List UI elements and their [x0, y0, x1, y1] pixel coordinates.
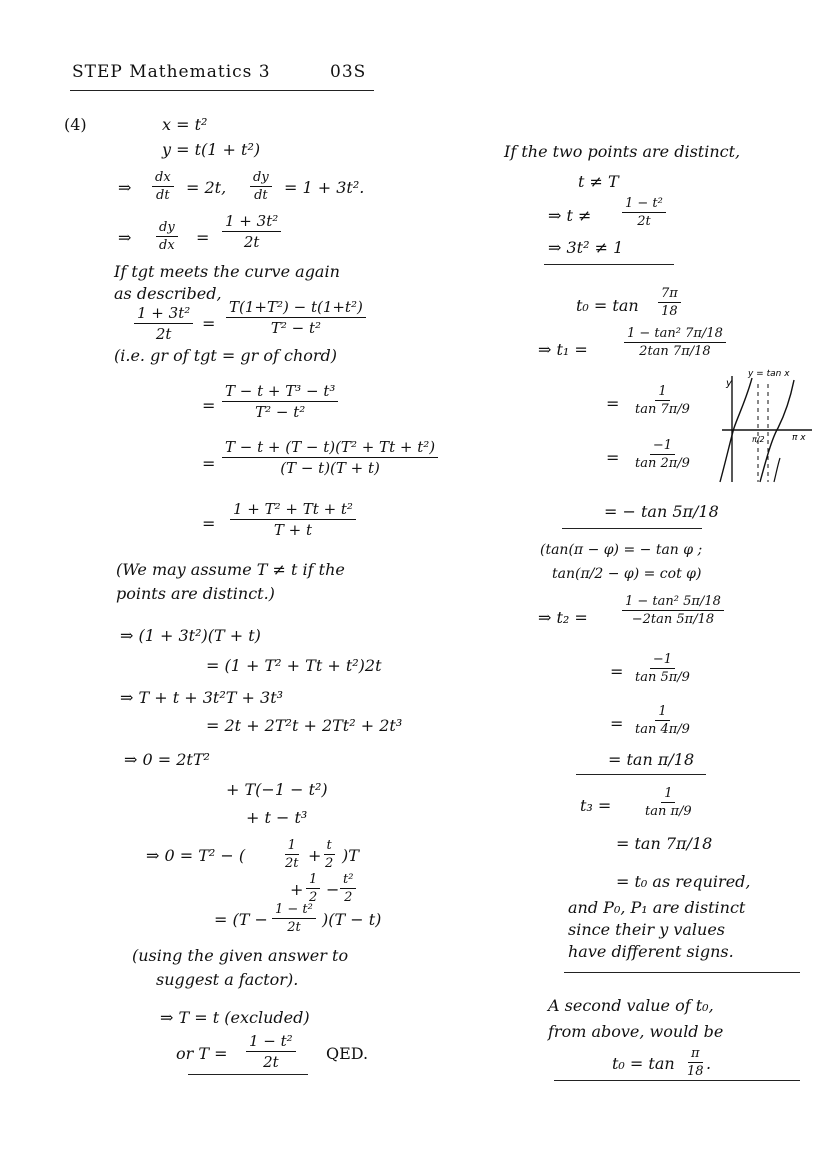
- fraction: $\frac{t}{2}$: [325, 838, 334, 871]
- equation-line: ⇒ t ≠: [548, 206, 592, 225]
- implies-arrow: ⇒: [118, 228, 132, 247]
- curve-label: y = tan x: [748, 369, 790, 379]
- full-stop: .: [706, 1054, 712, 1073]
- divider: [564, 972, 800, 973]
- t3-fraction: $\frac{1}{\text{tan π/9}}$: [645, 786, 692, 819]
- dxdt-fraction: $\frac{dx}{dt}$: [152, 170, 174, 203]
- equation-line: )T: [342, 846, 359, 865]
- minus: −: [326, 880, 340, 899]
- t0-prefix: t₀ = tan: [612, 1054, 675, 1073]
- equals: =: [202, 396, 216, 415]
- plus: +: [308, 846, 322, 865]
- divider: [188, 1074, 308, 1075]
- fraction: $\frac{\text{1 − t²}}{2t}$: [622, 196, 666, 229]
- fraction: $\frac{1}{2}$: [306, 872, 320, 905]
- fraction: $\frac{1}{\tan 4\pi/9}$: [635, 704, 690, 737]
- step-fraction: $\frac{\text{T − t + T³ − t³}}{\text{T² − t²}}$: [222, 382, 338, 421]
- equals: =: [606, 394, 620, 413]
- equation-line: = tan π/18: [608, 750, 695, 769]
- equals: =: [606, 448, 620, 467]
- fraction: $\frac{1}{2t}$: [285, 838, 299, 871]
- fraction: $\frac{\text{t²}}{2}$: [340, 872, 356, 905]
- x-tick-label: π/2: [752, 435, 765, 444]
- paper-code: 03S: [330, 62, 367, 82]
- t3-prefix: t₃ =: [580, 796, 612, 815]
- t0-prefix: t₀ = tan: [576, 296, 639, 315]
- question-number: (4): [64, 115, 87, 134]
- equation-line: ⇒ 0 = T² − (: [146, 846, 246, 865]
- equation-line: ⇒ (1 + 3t²)(T + t): [120, 626, 261, 645]
- equals: =: [610, 714, 624, 733]
- equation-line: = 2t + 2T²t + 2Tt² + 2t³: [206, 716, 403, 735]
- divider: [562, 528, 702, 529]
- text-line: (i.e. gr of tgt = gr of chord): [114, 346, 338, 365]
- text-line: since their y values: [568, 920, 726, 939]
- equals: =: [202, 514, 216, 533]
- equation-line: )(T − t): [322, 910, 382, 929]
- result-line: ⇒ T = t (excluded): [160, 1008, 310, 1027]
- dydt-value: = 1 + 3t².: [284, 178, 365, 197]
- equals: =: [202, 314, 216, 333]
- gradient-fraction: $\frac{\text{1 + 3t²}}{2t}$: [222, 212, 281, 251]
- dydx-fraction: $\frac{dy}{dx}$: [156, 220, 178, 253]
- step-fraction: $\frac{\text{1 + T² + Tt + t²}}{T + t}$: [230, 500, 356, 539]
- text-line: suggest a factor).: [156, 970, 299, 989]
- chord-gradient-fraction: $\frac{\text{T(1+T²) − t(1+t²)}}{\text{T² − t²}}$: [226, 298, 366, 337]
- text-line: If tgt meets the curve again: [114, 262, 340, 281]
- identity-line: (tan(π − φ) = − tan φ ;: [540, 542, 703, 558]
- tan-curve-branch: [760, 380, 794, 482]
- y-equation: y = t(1 + t²): [162, 140, 261, 159]
- equation-line: = tan 7π/18: [616, 834, 713, 853]
- t0-fraction: $\frac{\pi}{18}$: [687, 1046, 704, 1079]
- divider: [554, 1080, 800, 1081]
- equation-line: ⇒ 3t² ≠ 1: [548, 238, 624, 257]
- text-line: and P₀, P₁ are distinct: [568, 898, 746, 917]
- t2-fraction: $\frac{\text{1 − tan² 5π/18}}{-2\tan 5\pi/18}$: [622, 594, 724, 627]
- text-line: points are distinct.): [116, 584, 275, 603]
- text-line: have different signs.: [568, 942, 734, 961]
- tan-graph: [712, 364, 816, 488]
- text-line: (using the given answer to: [132, 946, 349, 965]
- t2-prefix: ⇒ t₂ =: [538, 608, 588, 627]
- fraction: $\frac{-1}{\tan 2\pi/9}$: [635, 438, 690, 471]
- fraction: $\frac{\text{1 − t²}}{2t}$: [272, 902, 316, 935]
- t0-fraction: $\frac{7\pi}{18}$: [658, 286, 681, 319]
- identity-line: tan(π/2 − φ) = cot φ): [552, 566, 702, 582]
- step-fraction: $\frac{\text{T − t + (T − t)(T² + Tt + t²)}}{(T - t)(T + t)}$: [222, 438, 438, 477]
- equation-line: = − tan 5π/18: [604, 502, 719, 521]
- x-equation: x = t²: [162, 115, 208, 134]
- text-line: (We may assume T ≠ t if the: [116, 560, 345, 579]
- equation-line: = (1 + T² + Tt + t²)2t: [206, 656, 382, 675]
- text-line: from above, would be: [548, 1022, 724, 1041]
- implies-arrow: ⇒: [118, 178, 132, 197]
- text-line: If the two points are distinct,: [504, 142, 741, 161]
- plus: +: [290, 880, 304, 899]
- header-underline: [70, 90, 374, 91]
- equals: =: [610, 662, 624, 681]
- equation-line: ⇒ T + t + 3t²T + 3t³: [120, 688, 284, 707]
- equals: =: [196, 228, 210, 247]
- t1-prefix: ⇒ t₁ =: [538, 340, 588, 359]
- y-axis-label: y: [726, 378, 732, 389]
- qed-label: QED.: [326, 1044, 369, 1063]
- fraction: $\frac{1}{\tan 7\pi/9}$: [635, 384, 690, 417]
- result-fraction: $\frac{\text{1 − t²}}{2t}$: [246, 1032, 296, 1071]
- equation-line: ⇒ 0 = 2tT²: [124, 750, 210, 769]
- equation-line: = (T −: [214, 910, 268, 929]
- tangent-gradient-fraction: $\frac{\text{1 + 3t²}}{2t}$: [134, 304, 193, 343]
- equation-line: + t − t³: [246, 808, 308, 827]
- divider: [544, 264, 674, 265]
- text-line: as described,: [114, 284, 222, 303]
- t1-fraction: $\frac{\text{1 − tan² 7π/18}}{2\tan 7\pi/18}$: [624, 326, 726, 359]
- dxdt-value: = 2t,: [186, 178, 227, 197]
- x-axis-label: π x: [792, 433, 806, 443]
- equation-line: = t₀ as required,: [616, 872, 751, 891]
- divider: [576, 774, 706, 775]
- equation-line: + T(−1 − t²): [226, 780, 328, 799]
- equation-line: t ≠ T: [578, 172, 619, 191]
- fraction: $\frac{-1}{\tan 5\pi/9}$: [635, 652, 690, 685]
- dydt-fraction: $\frac{dy}{dt}$: [250, 170, 272, 203]
- text-line: A second value of t₀,: [548, 996, 714, 1015]
- equals: =: [202, 454, 216, 473]
- result-prefix: or T =: [176, 1044, 228, 1063]
- page-title: STEP Mathematics 3: [72, 62, 271, 82]
- tan-curve-branch: [774, 458, 780, 482]
